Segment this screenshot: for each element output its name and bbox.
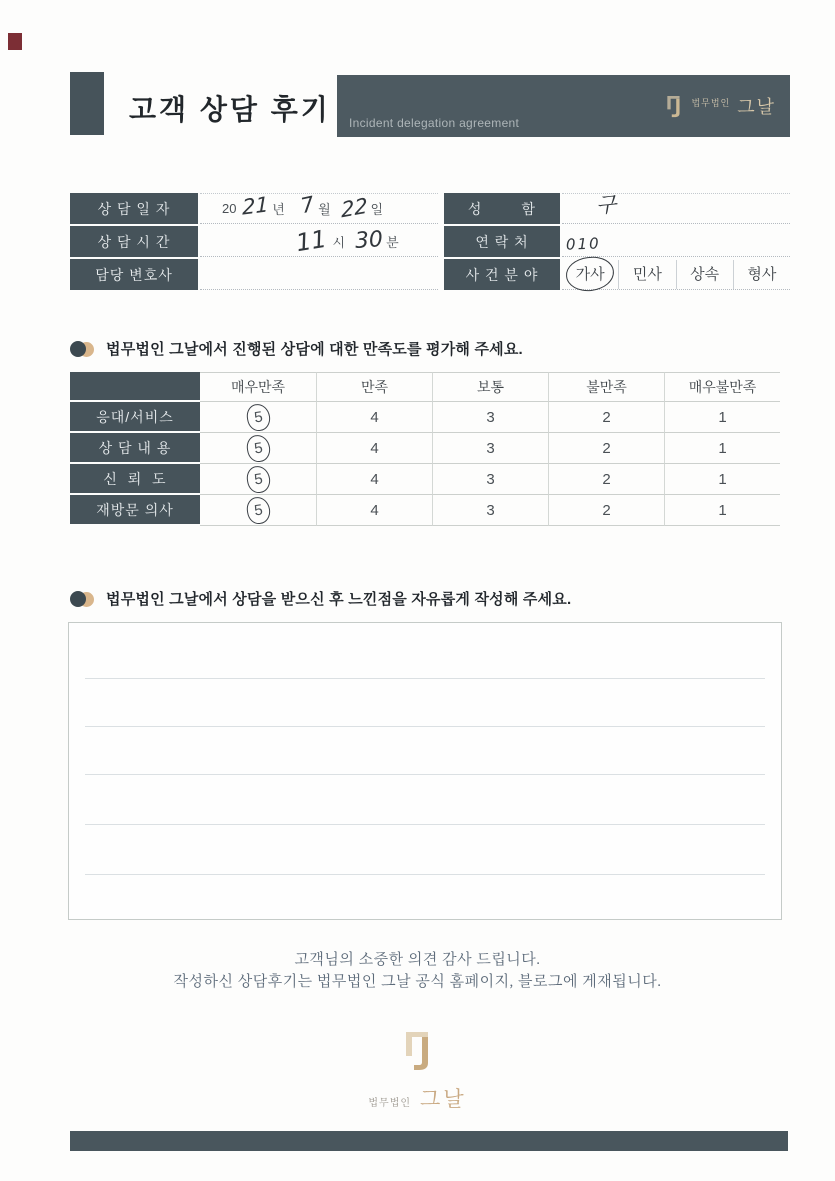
rating-cell[interactable]: 1 bbox=[664, 464, 780, 495]
survey-heading-text: 법무법인 그날에서 진행된 상담에 대한 만족도를 평가해 주세요. bbox=[106, 341, 523, 358]
brand-monogram-icon bbox=[399, 1028, 437, 1072]
info-table-left bbox=[70, 193, 438, 292]
rating-cell[interactable]: 4 bbox=[316, 495, 432, 526]
minute-suffix: 분 bbox=[386, 234, 399, 250]
ruled-line bbox=[85, 678, 765, 679]
handwritten-month: 7 bbox=[298, 191, 317, 219]
case-option-gasa[interactable] bbox=[562, 260, 618, 289]
survey-heading bbox=[70, 338, 523, 359]
rating-cell[interactable] bbox=[200, 402, 316, 433]
survey-row-label: 재방문 의사 bbox=[70, 495, 200, 524]
case-option-hyeongsa[interactable]: 형사 bbox=[733, 260, 790, 289]
survey-row-service bbox=[70, 402, 780, 433]
case-option-label: 가사 bbox=[575, 265, 605, 283]
survey-column-header: 만족 bbox=[316, 372, 432, 402]
rating-cell[interactable] bbox=[200, 495, 316, 526]
field-name[interactable] bbox=[562, 193, 790, 224]
rating-cell[interactable]: 2 bbox=[548, 433, 664, 464]
label-case-field: 사 건 분 야 bbox=[444, 259, 560, 290]
feedback-heading-text: 법무법인 그날에서 상담을 받으신 후 느낀점을 자유롭게 작성해 주세요. bbox=[106, 591, 572, 608]
rating-cell[interactable]: 3 bbox=[432, 433, 548, 464]
survey-row-revisit bbox=[70, 495, 780, 526]
ruled-line bbox=[85, 874, 765, 875]
info-table-right bbox=[444, 193, 790, 292]
rating-cell[interactable] bbox=[200, 433, 316, 464]
survey-column-header: 불만족 bbox=[548, 372, 664, 402]
row-name bbox=[444, 193, 790, 224]
feedback-writein-box[interactable] bbox=[68, 622, 782, 920]
label-attorney: 담당 변호사 bbox=[70, 259, 198, 290]
case-option-minsa[interactable]: 민사 bbox=[618, 260, 675, 289]
rating-cell[interactable]: 4 bbox=[316, 433, 432, 464]
feedback-heading bbox=[70, 588, 571, 609]
brand-name-small: 법무법인 bbox=[368, 1098, 412, 1109]
rating-circle-icon: 5 bbox=[245, 433, 272, 463]
field-contact[interactable] bbox=[562, 226, 790, 257]
survey-row-label: 상 담 내 용 bbox=[70, 433, 200, 462]
row-consult-time bbox=[70, 226, 438, 257]
hour-suffix: 시 bbox=[332, 234, 346, 250]
survey-column-header: 보통 bbox=[432, 372, 548, 402]
rating-cell[interactable]: 1 bbox=[664, 433, 780, 464]
rating-circle-icon: 5 bbox=[245, 464, 272, 494]
field-consult-date[interactable] bbox=[200, 193, 438, 224]
handwritten-contact: 010 bbox=[565, 233, 601, 254]
month-suffix: 월 bbox=[318, 202, 331, 217]
selection-circle-icon bbox=[564, 255, 615, 294]
section-bullet-icon bbox=[70, 591, 96, 607]
handwritten-minute: 30 bbox=[354, 227, 384, 254]
rating-cell[interactable]: 3 bbox=[432, 464, 548, 495]
brand-name-large: 그날 bbox=[420, 1087, 467, 1111]
brand-monogram-icon bbox=[664, 93, 684, 119]
survey-column-header: 매우만족 bbox=[200, 372, 316, 402]
label-consult-time: 상 담 시 간 bbox=[70, 226, 198, 257]
label-contact: 연 락 처 bbox=[444, 226, 560, 257]
date-prefix: 20 bbox=[222, 201, 237, 216]
page-title: 고객 상담 후기 bbox=[129, 94, 331, 125]
handwritten-day: 22 bbox=[340, 193, 368, 223]
rating-cell[interactable]: 1 bbox=[664, 495, 780, 526]
footer-thanks-line-1: 고객님의 소중한 의견 감사 드립니다. bbox=[294, 952, 541, 968]
year-suffix: 년 bbox=[272, 202, 285, 217]
survey-row-content bbox=[70, 433, 780, 464]
rating-cell[interactable]: 4 bbox=[316, 464, 432, 495]
ruled-line bbox=[85, 824, 765, 825]
rating-cell[interactable]: 2 bbox=[548, 495, 664, 526]
ruled-line bbox=[85, 774, 765, 775]
title-accent-bar bbox=[70, 72, 104, 135]
case-option-sangsok[interactable]: 상속 bbox=[676, 260, 733, 289]
survey-row-label: 신 뢰 도 bbox=[70, 464, 200, 493]
survey-row-trust bbox=[70, 464, 780, 495]
corner-mark bbox=[8, 33, 22, 50]
field-attorney[interactable] bbox=[200, 259, 438, 290]
label-consult-date: 상 담 일 자 bbox=[70, 193, 198, 224]
rating-cell[interactable]: 2 bbox=[548, 464, 664, 495]
brand-name-small: 법무법인 bbox=[691, 97, 731, 108]
handwritten-hour: 11 bbox=[293, 224, 329, 258]
label-name: 성 함 bbox=[444, 193, 560, 224]
survey-row-label: 응대/서비스 bbox=[70, 402, 200, 431]
header-banner bbox=[337, 75, 790, 137]
ruled-line bbox=[85, 726, 765, 727]
section-bullet-icon bbox=[70, 341, 96, 357]
row-contact bbox=[444, 226, 790, 257]
rating-cell[interactable]: 1 bbox=[664, 402, 780, 433]
rating-cell[interactable]: 2 bbox=[548, 402, 664, 433]
row-case-field bbox=[444, 259, 790, 290]
rating-circle-icon: 5 bbox=[245, 495, 272, 525]
survey-header-row bbox=[70, 372, 780, 402]
banner-subtitle: Incident delegation agreement bbox=[349, 116, 520, 130]
field-case-options bbox=[562, 259, 790, 290]
footer-thanks-line-2: 작성하신 상담후기는 법무법인 그날 공식 홈페이지, 블로그에 게재됩니다. bbox=[173, 974, 662, 990]
rating-cell[interactable]: 3 bbox=[432, 495, 548, 526]
row-attorney bbox=[70, 259, 438, 290]
handwritten-year: 21 bbox=[242, 192, 270, 220]
day-suffix: 일 bbox=[370, 202, 383, 217]
rating-cell[interactable] bbox=[200, 464, 316, 495]
brand-name-large: 그날 bbox=[737, 97, 776, 117]
row-consult-date bbox=[70, 193, 438, 224]
bottom-bar bbox=[70, 1131, 788, 1151]
handwritten-name: 구 bbox=[594, 192, 618, 218]
rating-cell[interactable]: 3 bbox=[432, 402, 548, 433]
field-consult-time[interactable] bbox=[200, 226, 438, 257]
footer-logo bbox=[0, 1028, 835, 1113]
rating-cell[interactable]: 4 bbox=[316, 402, 432, 433]
brand-logo bbox=[664, 93, 776, 119]
survey-column-header: 매우불만족 bbox=[664, 372, 780, 402]
survey-table bbox=[70, 372, 780, 526]
rating-circle-icon: 5 bbox=[245, 402, 272, 432]
survey-header-blank-cell bbox=[70, 372, 200, 400]
